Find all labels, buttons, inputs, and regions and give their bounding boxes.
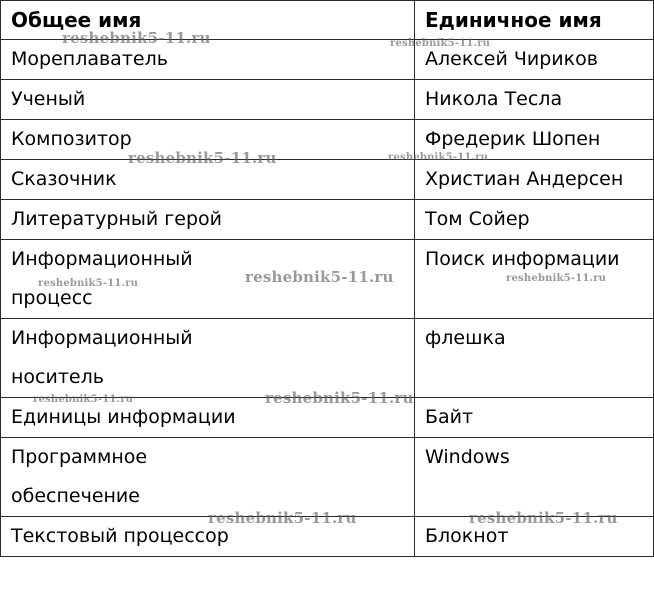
general-name-cell: Программное обеспечение (1, 438, 415, 517)
table-row (1, 319, 654, 398)
watermark-text: reshebnik5-11.ru (265, 389, 414, 407)
header-row (1, 1, 654, 40)
watermark-text: reshebnik5-11.ru (245, 268, 394, 286)
watermark-text: reshebnik5-11.ru (208, 509, 357, 527)
general-name-cell: Информационный носитель (1, 319, 415, 398)
watermark-text: reshebnik5-11.ru (128, 149, 277, 167)
general-name-cell: Текстовый процессор (1, 517, 415, 557)
individual-name-cell: Алексей Чириков (415, 40, 654, 80)
general-name-cell: Единицы информации (1, 398, 415, 438)
general-name-cell: Мореплаватель (1, 40, 415, 80)
general-name-cell: Сказочник (1, 160, 415, 200)
table-row (1, 517, 654, 557)
individual-name-cell: Том Сойер (415, 200, 654, 240)
watermark-text: reshebnik5-11.ru (390, 38, 491, 49)
header-general-name: Общее имя (1, 1, 415, 40)
watermark-text: reshebnik5-11.ru (388, 152, 489, 163)
table-row (1, 240, 654, 319)
watermark-text: reshebnik5-11.ru (62, 29, 211, 47)
table-row (1, 438, 654, 517)
individual-name-cell: Windows (415, 438, 654, 517)
individual-name-cell: Байт (415, 398, 654, 438)
general-name-cell: Композитор (1, 120, 415, 160)
individual-name-cell: Поиск информации (415, 240, 654, 319)
general-name-cell: Информационный процесс (1, 240, 415, 319)
table-row (1, 40, 654, 80)
table-row (1, 160, 654, 200)
individual-name-cell: Христиан Андерсен (415, 160, 654, 200)
individual-name-cell: Никола Тесла (415, 80, 654, 120)
individual-name-cell: Блокнот (415, 517, 654, 557)
table-row (1, 120, 654, 160)
header-individual-name: Единичное имя (415, 1, 654, 40)
watermark-text: reshebnik5-11.ru (469, 509, 618, 527)
table-row (1, 200, 654, 240)
individual-name-cell: флешка (415, 319, 654, 398)
watermark-text: reshebnik5-11.ru (33, 394, 134, 405)
watermark-text: reshebnik5-11.ru (38, 278, 139, 289)
table-row (1, 398, 654, 438)
individual-name-cell: Фредерик Шопен (415, 120, 654, 160)
general-name-cell: Ученый (1, 80, 415, 120)
general-name-cell: Литературный герой (1, 200, 415, 240)
table-row (1, 80, 654, 120)
watermark-text: reshebnik5-11.ru (506, 273, 607, 284)
